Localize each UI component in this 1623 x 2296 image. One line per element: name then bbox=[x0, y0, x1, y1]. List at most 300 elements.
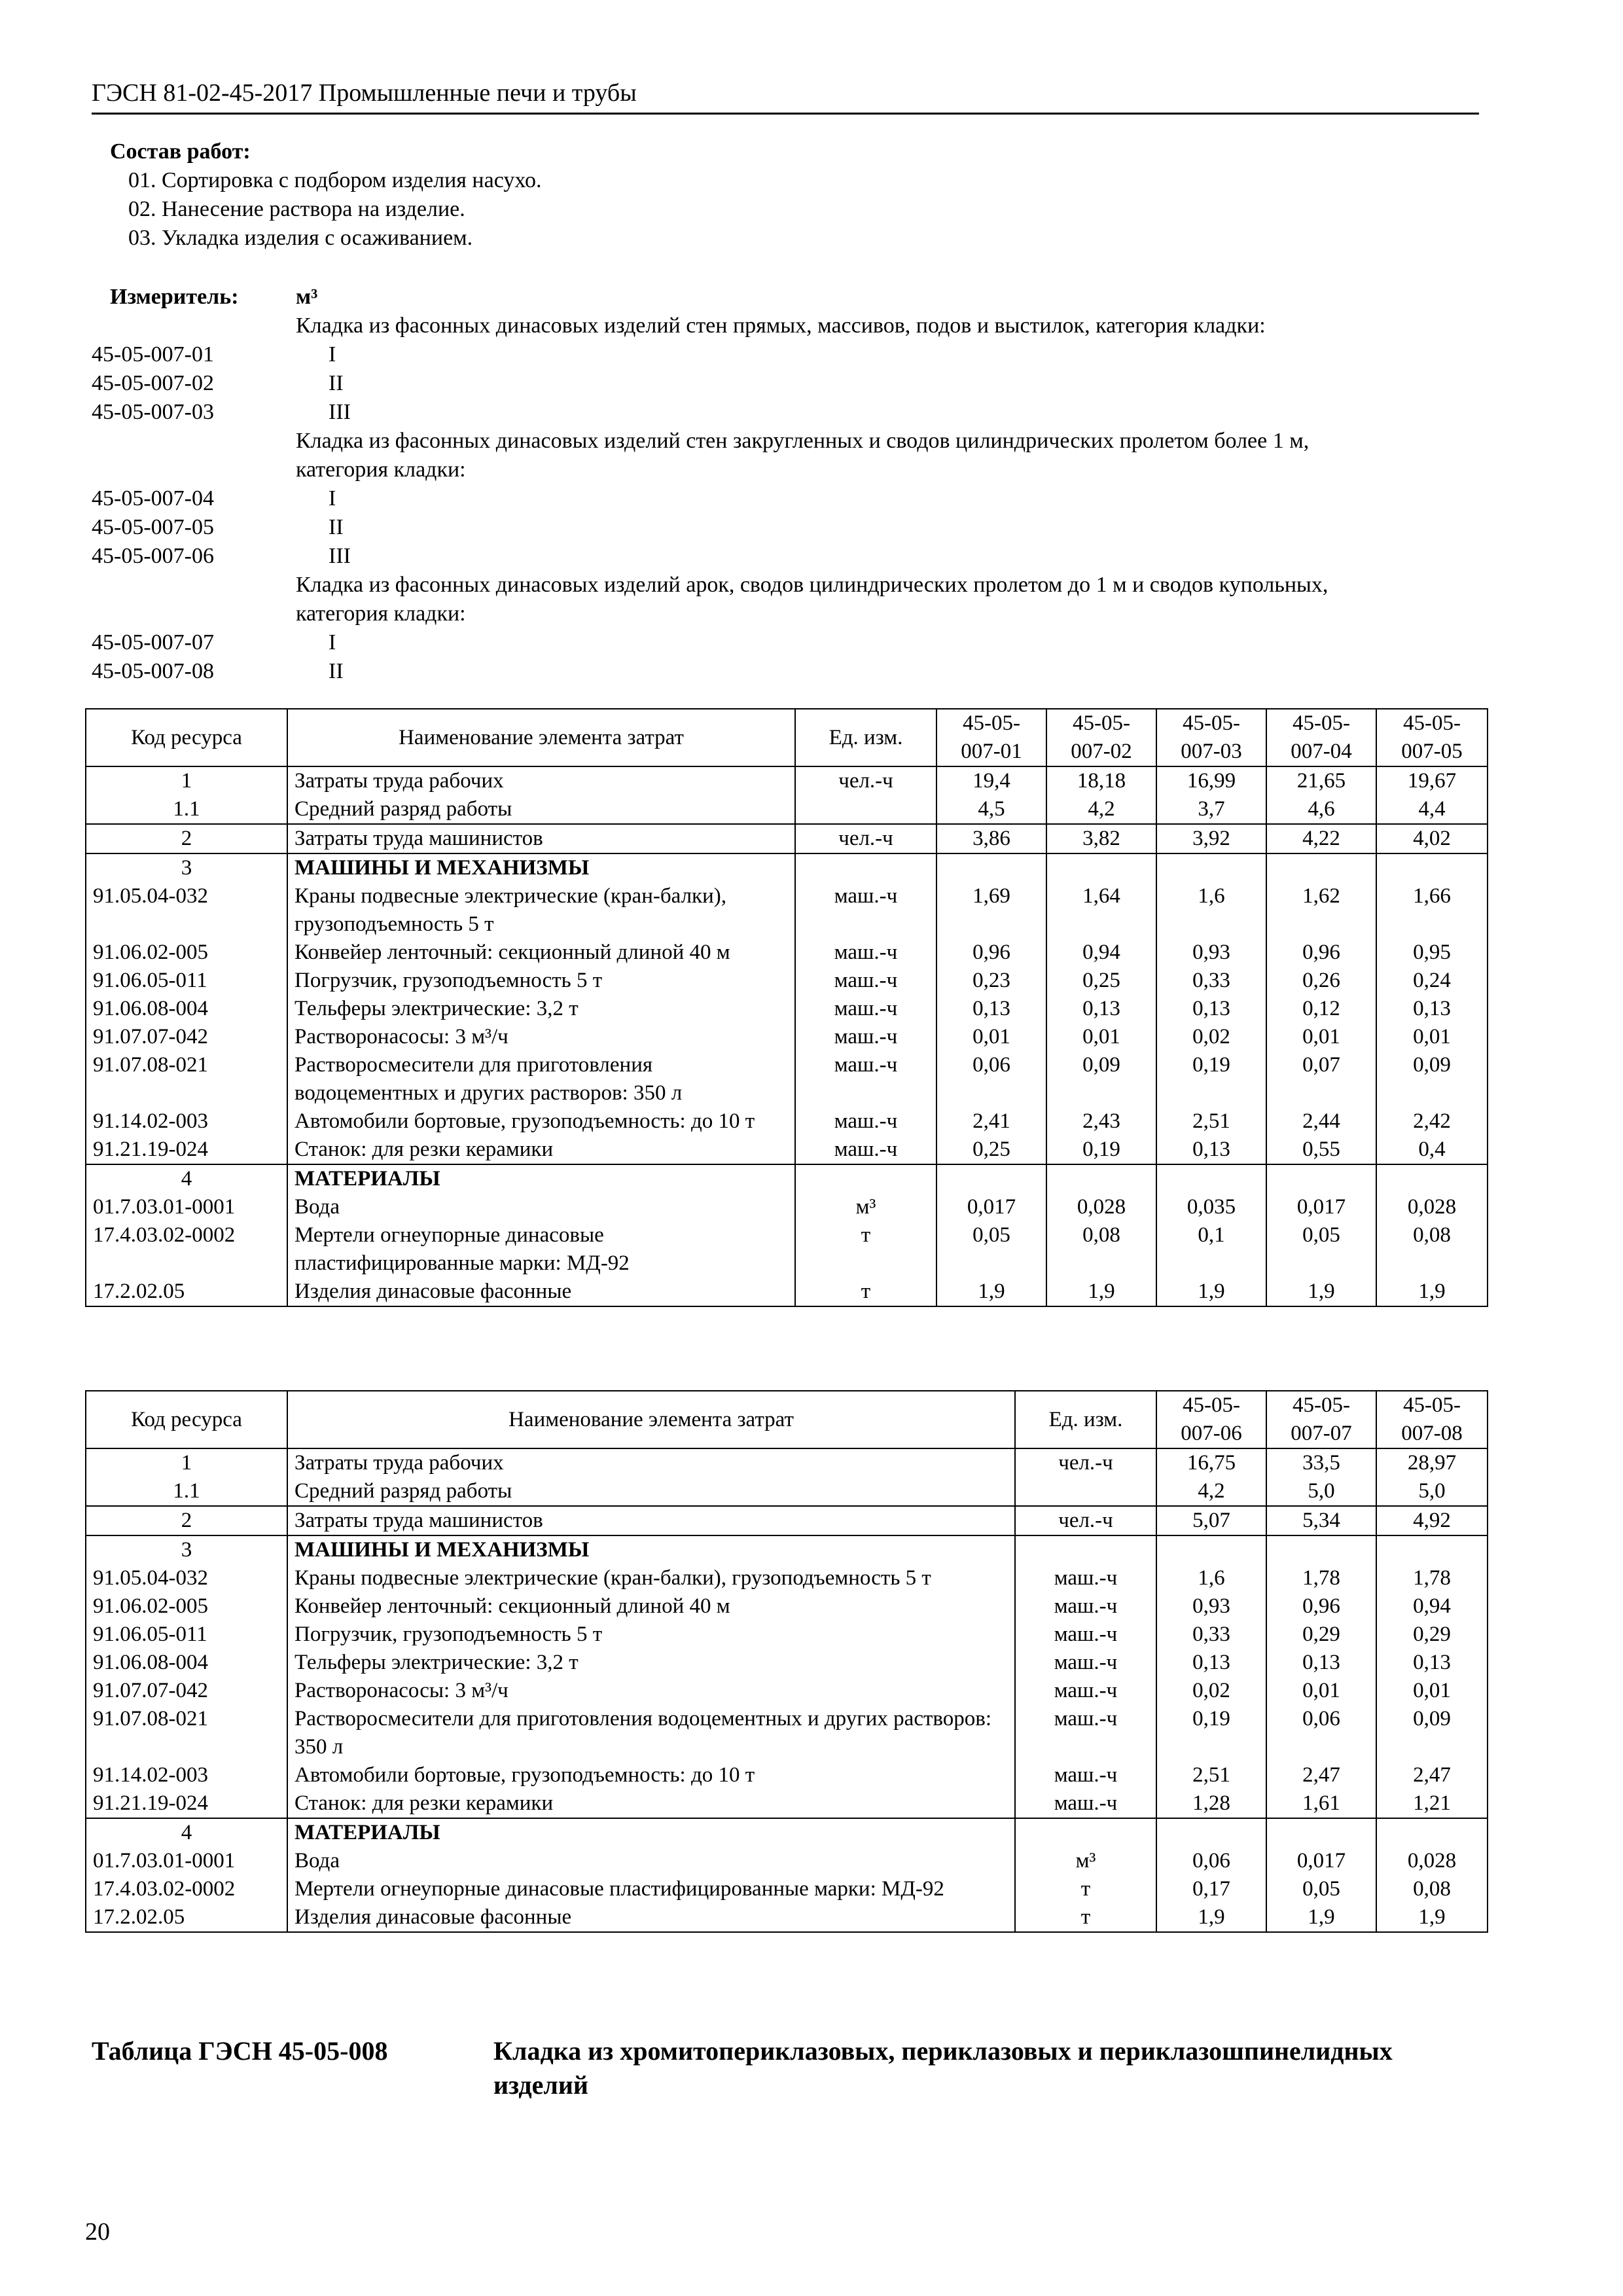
masonry-category: II bbox=[329, 659, 344, 683]
masonry-category: I bbox=[329, 630, 336, 655]
resource-code: 17.4.03.02-0002 bbox=[86, 1875, 287, 1903]
norm-value: 0,02 bbox=[1156, 1677, 1266, 1705]
header-code: Код ресурса bbox=[86, 1391, 287, 1448]
table-row bbox=[86, 1649, 1488, 1677]
norm-value: 0,17 bbox=[1156, 1875, 1266, 1903]
header-norm-code bbox=[1156, 1391, 1266, 1448]
norm-value: 0,05 bbox=[1266, 1221, 1376, 1278]
resource-name: Растворосмесители для приготовления водоцементных и других растворов: 350 л bbox=[287, 1705, 1015, 1761]
masonry-category: II bbox=[329, 515, 344, 539]
resource-unit bbox=[795, 795, 936, 824]
norm-value: 0,94 bbox=[1376, 1592, 1488, 1621]
norm-value: 0,96 bbox=[936, 939, 1046, 967]
norm-value: 5,0 bbox=[1266, 1477, 1376, 1506]
resource-code: 91.07.08-021 bbox=[86, 1705, 287, 1761]
resource-name: Погрузчик, грузоподъемность 5 т bbox=[287, 967, 795, 995]
group-title-cont: категория кладки: bbox=[296, 601, 466, 626]
group-title-cont: категория кладки: bbox=[296, 457, 466, 482]
norm-value: 0,96 bbox=[1266, 1592, 1376, 1621]
resource-name: Затраты труда рабочих bbox=[287, 1448, 1015, 1477]
resource-code: 91.06.05-011 bbox=[86, 967, 287, 995]
resource-unit: т bbox=[1015, 1903, 1156, 1932]
resource-unit: маш.-ч bbox=[1015, 1649, 1156, 1677]
resource-unit: маш.-ч bbox=[1015, 1761, 1156, 1789]
norm-value: 1,6 bbox=[1156, 1564, 1266, 1592]
resource-code: 2 bbox=[86, 824, 287, 853]
next-table-heading bbox=[92, 2034, 1479, 2102]
norm-value: 0,13 bbox=[1156, 1136, 1266, 1164]
norm-value: 0,017 bbox=[1266, 1847, 1376, 1875]
resource-unit bbox=[1015, 1535, 1156, 1564]
norm-value: 0,93 bbox=[1156, 1592, 1266, 1621]
header-norm-line2: 007-08 bbox=[1401, 1422, 1463, 1445]
norm-value: 2,43 bbox=[1046, 1107, 1156, 1136]
resource-unit: маш.-ч bbox=[795, 1023, 936, 1051]
resource-unit: маш.-ч bbox=[795, 995, 936, 1023]
norm-value: 0,06 bbox=[1156, 1847, 1266, 1875]
table-row bbox=[86, 1789, 1488, 1818]
table-row bbox=[86, 1875, 1488, 1903]
norm-value: 0,95 bbox=[1376, 939, 1488, 967]
norm-value: 0,19 bbox=[1046, 1136, 1156, 1164]
norm-value: 4,02 bbox=[1376, 824, 1488, 853]
resource-unit: маш.-ч bbox=[1015, 1621, 1156, 1649]
norm-value: 4,6 bbox=[1266, 795, 1376, 824]
resource-unit: маш.-ч bbox=[795, 1136, 936, 1164]
norm-value: 0,01 bbox=[1266, 1023, 1376, 1051]
norm-value: 0,13 bbox=[1266, 1649, 1376, 1677]
norm-value bbox=[1156, 853, 1266, 882]
norm-value: 2,51 bbox=[1156, 1107, 1266, 1136]
table-row bbox=[86, 1621, 1488, 1649]
next-table-label: Таблица ГЭСН 45-05-008 bbox=[92, 2036, 388, 2066]
resource-name: Вода bbox=[287, 1193, 795, 1221]
norm-value: 1,64 bbox=[1046, 882, 1156, 939]
resource-unit: т bbox=[795, 1278, 936, 1306]
resource-unit: чел.-ч bbox=[795, 766, 936, 795]
header-name: Наименование элемента затрат bbox=[287, 1391, 1015, 1448]
norm-value: 1,9 bbox=[1266, 1903, 1376, 1932]
norm-value: 5,0 bbox=[1376, 1477, 1488, 1506]
work-item: 02. Нанесение раствора на изделие. bbox=[128, 197, 465, 221]
norm-value: 4,2 bbox=[1046, 795, 1156, 824]
norm-value: 0,01 bbox=[1376, 1677, 1488, 1705]
table-row bbox=[86, 1136, 1488, 1164]
resource-code: 4 bbox=[86, 1164, 287, 1193]
norm-value bbox=[1156, 1535, 1266, 1564]
table-row bbox=[86, 1107, 1488, 1136]
norm-value: 19,4 bbox=[936, 766, 1046, 795]
norm-value: 1,9 bbox=[1046, 1278, 1156, 1306]
norm-value: 5,07 bbox=[1156, 1506, 1266, 1535]
header-norm-line1: 45-05- bbox=[1293, 1393, 1350, 1417]
norm-value: 0,06 bbox=[936, 1051, 1046, 1107]
resource-name: Тельферы электрические: 3,2 т bbox=[287, 1649, 1015, 1677]
norm-code: 45-05-007-03 bbox=[92, 400, 214, 424]
resource-code: 91.06.08-004 bbox=[86, 1649, 287, 1677]
meter-section bbox=[92, 283, 1479, 686]
resource-name: МАТЕРИАЛЫ bbox=[287, 1164, 795, 1193]
norm-value: 0,19 bbox=[1156, 1051, 1266, 1107]
norm-value: 19,67 bbox=[1376, 766, 1488, 795]
resource-name: Конвейер ленточный: секционный длиной 40 м bbox=[287, 1592, 1015, 1621]
norm-value: 4,2 bbox=[1156, 1477, 1266, 1506]
header-code: Код ресурса bbox=[86, 709, 287, 766]
header-unit: Ед. изм. bbox=[1015, 1391, 1156, 1448]
norm-value: 0,09 bbox=[1376, 1705, 1488, 1761]
resource-code: 91.06.05-011 bbox=[86, 1621, 287, 1649]
norm-value: 5,34 bbox=[1266, 1506, 1376, 1535]
norm-value: 0,05 bbox=[936, 1221, 1046, 1278]
resource-name: Растворосмесители для приготовления водоцементных и других растворов: 350 л bbox=[287, 1051, 795, 1107]
group-title: Кладка из фасонных динасовых изделий стен прямых, массивов, подов и выстилок, категория кладки: bbox=[296, 314, 1266, 338]
resource-unit: чел.-ч bbox=[795, 824, 936, 853]
header-unit: Ед. изм. bbox=[795, 709, 936, 766]
group-title: Кладка из фасонных динасовых изделий стен закругленных и сводов цилиндрических пролетом более 1 м, bbox=[296, 429, 1310, 453]
work-item: 03. Укладка изделия с осаживанием. bbox=[128, 226, 473, 250]
norm-value: 1,6 bbox=[1156, 882, 1266, 939]
table-row bbox=[86, 1448, 1488, 1477]
norm-value: 1,9 bbox=[1266, 1278, 1376, 1306]
resource-name: Краны подвесные электрические (кран-балки), грузоподъемность 5 т bbox=[287, 1564, 1015, 1592]
resource-name: Затраты труда машинистов bbox=[287, 824, 795, 853]
norm-value: 0,93 bbox=[1156, 939, 1266, 967]
norm-value: 0,25 bbox=[1046, 967, 1156, 995]
resource-unit: маш.-ч bbox=[1015, 1705, 1156, 1761]
norm-value bbox=[1156, 1818, 1266, 1847]
header-norm-code bbox=[1046, 709, 1156, 766]
resource-code: 91.14.02-003 bbox=[86, 1761, 287, 1789]
norm-value: 1,78 bbox=[1266, 1564, 1376, 1592]
norm-value: 2,47 bbox=[1266, 1761, 1376, 1789]
table-row bbox=[86, 1535, 1488, 1564]
table-row bbox=[86, 967, 1488, 995]
norm-value bbox=[1266, 1818, 1376, 1847]
header-norm-line1: 45-05- bbox=[963, 711, 1020, 735]
norm-value: 0,26 bbox=[1266, 967, 1376, 995]
norm-value: 28,97 bbox=[1376, 1448, 1488, 1477]
table-row bbox=[86, 1477, 1488, 1506]
table-row bbox=[86, 995, 1488, 1023]
norm-value: 0,13 bbox=[1376, 1649, 1488, 1677]
resource-code: 91.07.08-021 bbox=[86, 1051, 287, 1107]
table-row bbox=[86, 939, 1488, 967]
masonry-category: III bbox=[329, 544, 351, 568]
norm-value: 1,9 bbox=[1156, 1903, 1266, 1932]
norm-value: 0,017 bbox=[1266, 1193, 1376, 1221]
resource-name: Затраты труда машинистов bbox=[287, 1506, 1015, 1535]
resource-unit: маш.-ч bbox=[795, 1051, 936, 1107]
page-header: ГЭСН 81-02-45-2017 Промышленные печи и трубы bbox=[92, 77, 1479, 115]
table-row bbox=[86, 1564, 1488, 1592]
norm-value: 1,9 bbox=[1376, 1903, 1488, 1932]
norm-code: 45-05-007-02 bbox=[92, 371, 214, 395]
norm-value: 1,9 bbox=[1156, 1278, 1266, 1306]
table-header-row bbox=[86, 1391, 1488, 1448]
norm-value: 0,13 bbox=[1156, 995, 1266, 1023]
norm-code: 45-05-007-05 bbox=[92, 515, 214, 539]
resource-unit bbox=[795, 853, 936, 882]
work-item: 01. Сортировка с подбором изделия насухо. bbox=[128, 168, 542, 192]
header-norm-code bbox=[1266, 709, 1376, 766]
page-number: 20 bbox=[85, 2218, 110, 2246]
resource-name: Конвейер ленточный: секционный длиной 40 м bbox=[287, 939, 795, 967]
norm-value: 4,22 bbox=[1266, 824, 1376, 853]
header-norm-line1: 45-05- bbox=[1183, 1393, 1240, 1417]
norm-value: 4,4 bbox=[1376, 795, 1488, 824]
resource-name: Станок: для резки керамики bbox=[287, 1789, 1015, 1818]
resource-unit: маш.-ч bbox=[795, 967, 936, 995]
resource-name: МАШИНЫ И МЕХАНИЗМЫ bbox=[287, 853, 795, 882]
resource-name: Растворонасосы: 3 м³/ч bbox=[287, 1677, 1015, 1705]
resource-unit: маш.-ч bbox=[1015, 1592, 1156, 1621]
norm-value bbox=[1266, 1535, 1376, 1564]
norm-value: 0,13 bbox=[936, 995, 1046, 1023]
norm-value: 1,9 bbox=[936, 1278, 1046, 1306]
norm-value bbox=[1266, 853, 1376, 882]
resource-code: 17.2.02.05 bbox=[86, 1278, 287, 1306]
norm-value: 3,7 bbox=[1156, 795, 1266, 824]
resource-name: Средний разряд работы bbox=[287, 1477, 1015, 1506]
norm-value: 0,13 bbox=[1156, 1649, 1266, 1677]
resource-code: 91.05.04-032 bbox=[86, 882, 287, 939]
header-norm-line1: 45-05- bbox=[1403, 711, 1461, 735]
norm-value: 0,07 bbox=[1266, 1051, 1376, 1107]
resource-code: 01.7.03.01-0001 bbox=[86, 1847, 287, 1875]
norm-value: 0,96 bbox=[1266, 939, 1376, 967]
resource-code: 1 bbox=[86, 766, 287, 795]
norm-value: 0,24 bbox=[1376, 967, 1488, 995]
next-table-title: Кладка из хромитопериклазовых, периклазовых и периклазошпинелидных изделий bbox=[493, 2036, 1393, 2100]
norm-value: 0,01 bbox=[1046, 1023, 1156, 1051]
header-norm-code bbox=[1376, 1391, 1488, 1448]
resource-name: Погрузчик, грузоподъемность 5 т bbox=[287, 1621, 1015, 1649]
resource-code: 91.07.07-042 bbox=[86, 1023, 287, 1051]
norm-code: 45-05-007-01 bbox=[92, 342, 214, 367]
header-norm-line2: 007-04 bbox=[1291, 740, 1352, 763]
norm-value bbox=[1376, 853, 1488, 882]
header-norm-line2: 007-07 bbox=[1291, 1422, 1352, 1445]
resource-name: Мертели огнеупорные динасовые пластифицированные марки: МД-92 bbox=[287, 1875, 1015, 1903]
resource-unit: чел.-ч bbox=[1015, 1448, 1156, 1477]
masonry-category: III bbox=[329, 400, 351, 424]
resource-code: 2 bbox=[86, 1506, 287, 1535]
table-row bbox=[86, 1903, 1488, 1932]
resource-code: 91.14.02-003 bbox=[86, 1107, 287, 1136]
table-row bbox=[86, 766, 1488, 795]
resource-code: 91.07.07-042 bbox=[86, 1677, 287, 1705]
norm-value: 0,13 bbox=[1046, 995, 1156, 1023]
table-row bbox=[86, 795, 1488, 824]
resource-unit bbox=[1015, 1818, 1156, 1847]
resource-code: 4 bbox=[86, 1818, 287, 1847]
norm-value: 1,69 bbox=[936, 882, 1046, 939]
table-row bbox=[86, 1278, 1488, 1306]
norm-value: 33,5 bbox=[1266, 1448, 1376, 1477]
norm-value: 2,51 bbox=[1156, 1761, 1266, 1789]
table-row bbox=[86, 1506, 1488, 1535]
meter-label: Измеритель: bbox=[110, 285, 239, 309]
norm-value: 0,017 bbox=[936, 1193, 1046, 1221]
norm-value: 1,78 bbox=[1376, 1564, 1488, 1592]
table-row bbox=[86, 1677, 1488, 1705]
norm-value: 0,028 bbox=[1376, 1193, 1488, 1221]
header-norm-line2: 007-02 bbox=[1071, 740, 1132, 763]
norm-value: 0,09 bbox=[1376, 1051, 1488, 1107]
resource-unit: т bbox=[795, 1221, 936, 1278]
norm-value: 2,41 bbox=[936, 1107, 1046, 1136]
resource-code: 1.1 bbox=[86, 795, 287, 824]
work-composition-title: Состав работ: bbox=[110, 139, 251, 164]
norm-value bbox=[1046, 1164, 1156, 1193]
norm-code: 45-05-007-08 bbox=[92, 659, 214, 683]
work-composition bbox=[110, 137, 542, 253]
header-name: Наименование элемента затрат bbox=[287, 709, 795, 766]
norm-value: 0,09 bbox=[1046, 1051, 1156, 1107]
norm-value: 0,55 bbox=[1266, 1136, 1376, 1164]
norm-value: 2,47 bbox=[1376, 1761, 1488, 1789]
norm-value: 18,18 bbox=[1046, 766, 1156, 795]
norm-value: 1,66 bbox=[1376, 882, 1488, 939]
resource-unit bbox=[1015, 1477, 1156, 1506]
resource-code: 17.2.02.05 bbox=[86, 1903, 287, 1932]
norm-value: 0,4 bbox=[1376, 1136, 1488, 1164]
resource-unit: чел.-ч bbox=[1015, 1506, 1156, 1535]
norm-value: 0,33 bbox=[1156, 1621, 1266, 1649]
header-norm-line1: 45-05- bbox=[1403, 1393, 1461, 1417]
resource-code: 91.06.02-005 bbox=[86, 1592, 287, 1621]
norm-value: 1,62 bbox=[1266, 882, 1376, 939]
resource-name: МАШИНЫ И МЕХАНИЗМЫ bbox=[287, 1535, 1015, 1564]
norm-value: 0,06 bbox=[1266, 1705, 1376, 1761]
norm-value: 0,028 bbox=[1376, 1847, 1488, 1875]
resource-unit: м³ bbox=[795, 1193, 936, 1221]
resource-code: 3 bbox=[86, 1535, 287, 1564]
resource-name: Автомобили бортовые, грузоподъемность: до 10 т bbox=[287, 1107, 795, 1136]
norm-value: 3,82 bbox=[1046, 824, 1156, 853]
resource-code: 01.7.03.01-0001 bbox=[86, 1193, 287, 1221]
norm-code: 45-05-007-06 bbox=[92, 544, 214, 568]
resource-name: Изделия динасовые фасонные bbox=[287, 1278, 795, 1306]
norm-value: 16,75 bbox=[1156, 1448, 1266, 1477]
resource-name: Растворонасосы: 3 м³/ч bbox=[287, 1023, 795, 1051]
masonry-category: II bbox=[329, 371, 344, 395]
resource-unit: м³ bbox=[1015, 1847, 1156, 1875]
norm-value: 0,08 bbox=[1376, 1221, 1488, 1278]
norm-value bbox=[1046, 853, 1156, 882]
norm-value bbox=[1266, 1164, 1376, 1193]
resource-name: Мертели огнеупорные динасовые пластифицированные марки: МД-92 bbox=[287, 1221, 795, 1278]
table-header-row bbox=[86, 709, 1488, 766]
table-row bbox=[86, 1164, 1488, 1193]
resource-unit: т bbox=[1015, 1875, 1156, 1903]
norm-value bbox=[1376, 1818, 1488, 1847]
norm-value: 0,02 bbox=[1156, 1023, 1266, 1051]
table-row bbox=[86, 853, 1488, 882]
resource-name: Средний разряд работы bbox=[287, 795, 795, 824]
header-norm-line1: 45-05- bbox=[1073, 711, 1130, 735]
table-row bbox=[86, 1193, 1488, 1221]
norm-value: 1,21 bbox=[1376, 1789, 1488, 1818]
norm-value: 1,61 bbox=[1266, 1789, 1376, 1818]
table-row bbox=[86, 882, 1488, 939]
header-norm-line1: 45-05- bbox=[1293, 711, 1350, 735]
resource-unit: маш.-ч bbox=[795, 882, 936, 939]
header-norm-line2: 007-01 bbox=[961, 740, 1022, 763]
masonry-category: I bbox=[329, 342, 336, 367]
header-norm-code bbox=[1156, 709, 1266, 766]
norm-value: 1,28 bbox=[1156, 1789, 1266, 1818]
resource-code: 91.21.19-024 bbox=[86, 1136, 287, 1164]
table-row bbox=[86, 1051, 1488, 1107]
norm-value: 0,08 bbox=[1376, 1875, 1488, 1903]
norm-value: 0,05 bbox=[1266, 1875, 1376, 1903]
norm-value: 3,86 bbox=[936, 824, 1046, 853]
header-norm-line2: 007-03 bbox=[1181, 740, 1242, 763]
resource-name: Станок: для резки керамики bbox=[287, 1136, 795, 1164]
resource-name: Краны подвесные электрические (кран-балки), грузоподъемность 5 т bbox=[287, 882, 795, 939]
norm-value bbox=[1376, 1535, 1488, 1564]
resource-code: 91.06.08-004 bbox=[86, 995, 287, 1023]
norm-value: 21,65 bbox=[1266, 766, 1376, 795]
resource-code: 17.4.03.02-0002 bbox=[86, 1221, 287, 1278]
resource-unit: маш.-ч bbox=[795, 1107, 936, 1136]
norm-value: 0,028 bbox=[1046, 1193, 1156, 1221]
norm-code: 45-05-007-07 bbox=[92, 630, 214, 655]
meter-unit: м³ bbox=[296, 285, 318, 309]
masonry-category: I bbox=[329, 486, 336, 511]
norm-value: 0,94 bbox=[1046, 939, 1156, 967]
norm-value bbox=[1376, 1164, 1488, 1193]
norm-code: 45-05-007-04 bbox=[92, 486, 214, 511]
norm-value: 0,19 bbox=[1156, 1705, 1266, 1761]
header-norm-line1: 45-05- bbox=[1183, 711, 1240, 735]
table-row bbox=[86, 1847, 1488, 1875]
resource-name: Тельферы электрические: 3,2 т bbox=[287, 995, 795, 1023]
resource-code: 91.21.19-024 bbox=[86, 1789, 287, 1818]
table-row bbox=[86, 1221, 1488, 1278]
norm-value: 0,29 bbox=[1266, 1621, 1376, 1649]
resource-unit: маш.-ч bbox=[1015, 1677, 1156, 1705]
norm-value bbox=[936, 853, 1046, 882]
norm-value: 0,035 bbox=[1156, 1193, 1266, 1221]
resource-code: 1 bbox=[86, 1448, 287, 1477]
resource-name: Затраты труда рабочих bbox=[287, 766, 795, 795]
norm-value bbox=[1156, 1164, 1266, 1193]
norm-value: 16,99 bbox=[1156, 766, 1266, 795]
norm-value: 0,01 bbox=[1266, 1677, 1376, 1705]
norm-value: 3,92 bbox=[1156, 824, 1266, 853]
table-row bbox=[86, 1761, 1488, 1789]
table-row bbox=[86, 1705, 1488, 1761]
norm-value: 0,08 bbox=[1046, 1221, 1156, 1278]
resource-name: Автомобили бортовые, грузоподъемность: до 10 т bbox=[287, 1761, 1015, 1789]
norm-value: 0,33 bbox=[1156, 967, 1266, 995]
resource-code: 91.06.02-005 bbox=[86, 939, 287, 967]
norm-value: 0,13 bbox=[1376, 995, 1488, 1023]
norm-value: 0,23 bbox=[936, 967, 1046, 995]
norm-value: 2,42 bbox=[1376, 1107, 1488, 1136]
norm-value: 0,01 bbox=[936, 1023, 1046, 1051]
resource-name: МАТЕРИАЛЫ bbox=[287, 1818, 1015, 1847]
norm-value: 0,25 bbox=[936, 1136, 1046, 1164]
resource-name: Вода bbox=[287, 1847, 1015, 1875]
table-row bbox=[86, 1818, 1488, 1847]
norm-value: 4,92 bbox=[1376, 1506, 1488, 1535]
table-row bbox=[86, 1592, 1488, 1621]
norm-value: 1,9 bbox=[1376, 1278, 1488, 1306]
header-norm-code bbox=[1376, 709, 1488, 766]
